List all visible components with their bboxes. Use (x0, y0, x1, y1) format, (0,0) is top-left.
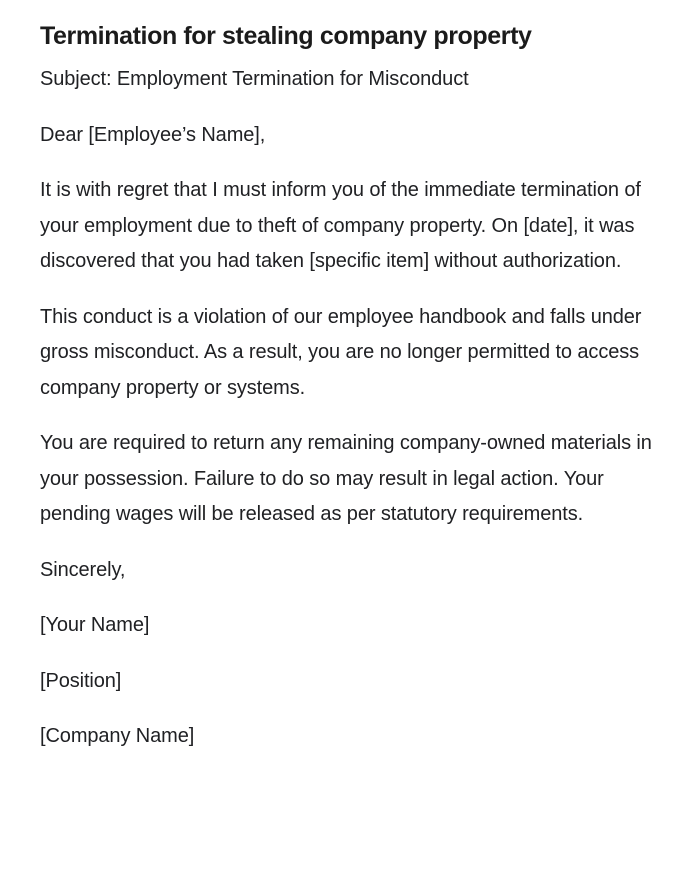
letter-body (40, 62, 670, 755)
signature-name: [Your Name] (40, 614, 150, 636)
signature-company: [Company Name] (40, 725, 195, 747)
body-paragraph: It is with regret that I must inform you of the immediate termination of your employment due to theft of company property. On [date], it was discovered that you had taken [specific item] without authorization. (40, 179, 641, 272)
closing: Sincerely, (40, 558, 126, 581)
body-paragraph: This conduct is a violation of our employee handbook and falls under gross misconduct. As a result, you are no longer permitted to access company property or systems. (40, 305, 642, 399)
signature-position: [Position] (40, 669, 122, 692)
subject-line: Subject: Employment Termination for Misconduct (40, 68, 469, 90)
body-paragraph: You are required to return any remaining company-owned materials in your possession. Failure to do so may result in legal action. Your pending wages will be released as per statutory requirements. (40, 432, 652, 525)
salutation: Dear [Employee’s Name], (40, 123, 266, 146)
page-title: Termination for stealing company property (40, 22, 532, 50)
